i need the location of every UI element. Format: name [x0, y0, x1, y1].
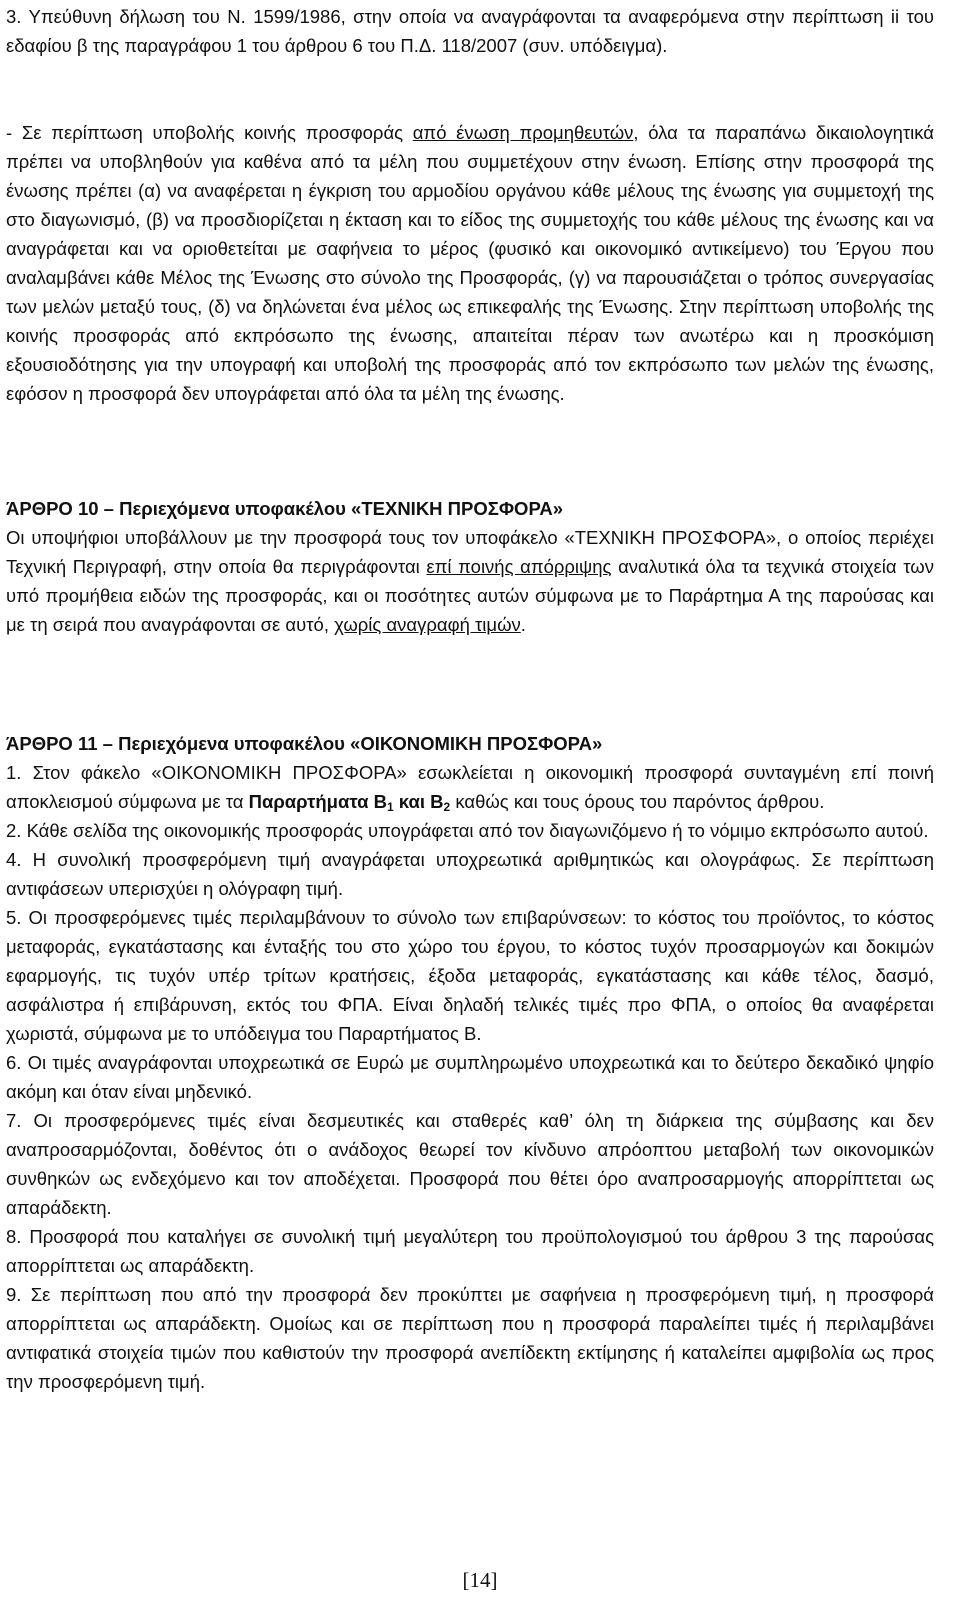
article-10-heading: ΆΡΘΡΟ 10 – Περιεχόμενα υποφακέλου «ΤΕΧΝΙΚΗ ΠΡΟΣΦΟΡΑ»	[6, 498, 564, 519]
article-11-item-9: 9. Σε περίπτωση που από την προσφορά δεν προκύπτει με σαφήνεια η προσφερόμενη τιμή, η προσφορά απορρίπτεται ως απαράδεκτη. Ομοίως και σε περίπτωση που η προσφορά παραλείπει τιμές ή περιλαμβάνει αντιφατικά στοιχεία τιμών που καθιστούν την προσφορά ανεπίδεκτη εκτίμησης ή καταλείπει αμφιβολία ως προς την προσφερόμενη τιμή.	[6, 1284, 934, 1392]
article-11-item-6: 6. Οι τιμές αναγράφονται υποχρεωτικά σε Ευρώ με συμπληρωμένο υποχρεωτικά και το δεύτερο δεκαδικό ψηφίο ακόμη και όταν είναι μηδενικό.	[6, 1052, 934, 1102]
article-10-text-a: Οι υποψήφιοι υποβάλλουν με την προσφορά τους τον υποφάκελο «ΤΕΧΝΙΚΗ ΠΡΟΣΦΟΡΑ», ο οποίος περιέχει Τεχνική Περιγραφή, στην οποία θα περιγράφονται	[6, 527, 934, 577]
article-10-body	[6, 523, 934, 639]
item-1-text-a: 1. Στον φάκελο «ΟΙΚΟΝΟΜΙΚΗ ΠΡΟΣΦΟΡΑ» εσωκλείεται η οικονομική προσφορά συνταγμένη επί ποινή αποκλεισμού σύμφωνα με τα	[6, 762, 934, 812]
item-1-text-b: καθώς και τους όρους του παρόντος άρθρου.	[450, 791, 825, 812]
item-1-sub-1: 1	[386, 800, 394, 814]
article-11-item-1	[6, 758, 934, 816]
joint-prefix: - Σε περίπτωση υποβολής κοινής προσφοράς	[6, 122, 413, 143]
article-11-item-5: 5. Οι προσφερόμενες τιμές περιλαμβάνουν το σύνολο των επιβαρύνσεων: το κόστος του προϊόντος, το κόστος μεταφοράς, εγκατάστασης και ένταξής του στο χώρο του έργου, το κόστος τυχόν προσαρμογών και δοκιμών εφαρμογής, τις τυχόν υπέρ τρίτων κρατήσεις, έξοδα μεταφοράς, εγκατάστασης και κάθε τέλος, δασμό, ασφάλιστρα ή επιβάρυνση, εκτός του ΦΠΑ. Είναι δηλαδή τελικές τιμές προ ΦΠΑ, ο οποίος θα αναφέρεται χωριστά, σύμφωνα με το υπόδειγμα του Παραρτήματος Β.	[6, 907, 934, 1044]
item-1-bold-1: Παραρτήματα Β	[248, 791, 387, 812]
joint-underlined: από ένωση προμηθευτών	[412, 122, 634, 143]
article-10-text-b: αναλυτικά όλα τα τεχνικά στοιχεία των υπό προμήθεια ειδών της προσφοράς, και οι ποσότητες αυτών σύμφωνα με το Παράρτημα Α της παρούσας και με τη σειρά που αναγράφονται σε αυτό,	[6, 556, 934, 635]
item-3-paragraph: 3. Υπεύθυνη δήλωση του Ν. 1599/1986, στην οποία να αναγράφονται τα αναφερόμενα στην περίπτωση ii του εδαφίου β της παραγράφου 1 του άρθρου 6 του Π.Δ. 118/2007 (συν. υπόδειγμα).	[6, 6, 934, 56]
article-11-item-8: 8. Προσφορά που καταλήγει σε συνολική τιμή μεγαλύτερη του προϋπολογισμού του άρθρου 3 της παρούσας απορρίπτεται ως απαράδεκτη.	[6, 1226, 934, 1276]
article-11-item-2: 2. Κάθε σελίδα της οικονομικής προσφοράς υπογράφεται από τον διαγωνιζόμενο ή το νόμιμο εκπρόσωπο αυτού.	[6, 820, 929, 841]
article-10-text-c: .	[520, 614, 526, 635]
item-1-bold-2: και Β	[393, 791, 444, 812]
page-number: [14]	[462, 1568, 498, 1592]
article-10-section	[6, 494, 934, 639]
item-1-sub-2: 2	[443, 800, 451, 814]
article-10-underline-2: χωρίς αναγραφή τιμών	[334, 614, 521, 635]
article-11-item-7: 7. Οι προσφερόμενες τιμές είναι δεσμευτικές και σταθερές καθ’ όλη τη διάρκεια της σύμβασης και δεν αναπροσαρμόζονται, δοθέντος ότι ο ανάδοχος θεωρεί τον κίνδυνο απρόοπτου μεταβολή των οικονομικών συνθηκών ως ενδεχόμενο και τον αποδέχεται. Προσφορά που θέτει όρο αναπροσαρμογής απορρίπτεται ως απαράδεκτη.	[6, 1110, 934, 1218]
joint-offer-paragraph	[6, 118, 934, 408]
article-11-heading: ΆΡΘΡΟ 11 – Περιεχόμενα υποφακέλου «ΟΙΚΟΝΟΜΙΚΗ ΠΡΟΣΦΟΡΑ»	[6, 733, 603, 754]
article-11-section	[6, 729, 934, 1396]
article-11-item-4: 4. Η συνολική προσφερόμενη τιμή αναγράφεται υποχρεωτικά αριθμητικώς και ολογράφως. Σε περίπτωση αντιφάσεων υπερισχύει η ολόγραφη τιμή.	[6, 849, 934, 899]
joint-rest: , όλα τα παραπάνω δικαιολογητικά πρέπει να υποβληθούν για καθένα από τα μέλη που συμμετέχουν στην ένωση. Επίσης στην προσφορά της ένωσης πρέπει (α) να αναφέρεται η έγκριση του αρμοδίου οργάνου κάθε μέλους της ένωσης για συμμετοχή της στο διαγωνισμό, (β) να προσδιορίζεται η έκταση και το είδος της συμμετοχής του κάθε μέλους της ένωσης και να αναγράφεται και να οριοθετείται με σαφήνεια το μέρος (φυσικό και οικονομικό αντικείμενο) του Έργου που αναλαμβάνει κάθε Μέλος της Ένωσης στο σύνολο της Προσφοράς, (γ) να παρουσιάζεται ο τρόπος συνεργασίας των μελών μεταξύ τους, (δ) να δηλώνεται ένα μέλος ως επικεφαλής της Ένωσης. Στην περίπτωση υποβολής της κοινής προσφοράς από εκπρόσωπο της ένωσης, απαιτείται πέραν των ανωτέρω και η προσκόμιση εξουσιοδότησης για την υπογραφή και υποβολή της προσφοράς από τον εκπρόσωπο των μελών της ένωσης, εφόσον η προσφορά δεν υπογράφεται από όλα τα μέλη της ένωσης.	[6, 122, 935, 404]
article-10-underline-1: επί ποινής απόρριψης	[426, 556, 612, 577]
